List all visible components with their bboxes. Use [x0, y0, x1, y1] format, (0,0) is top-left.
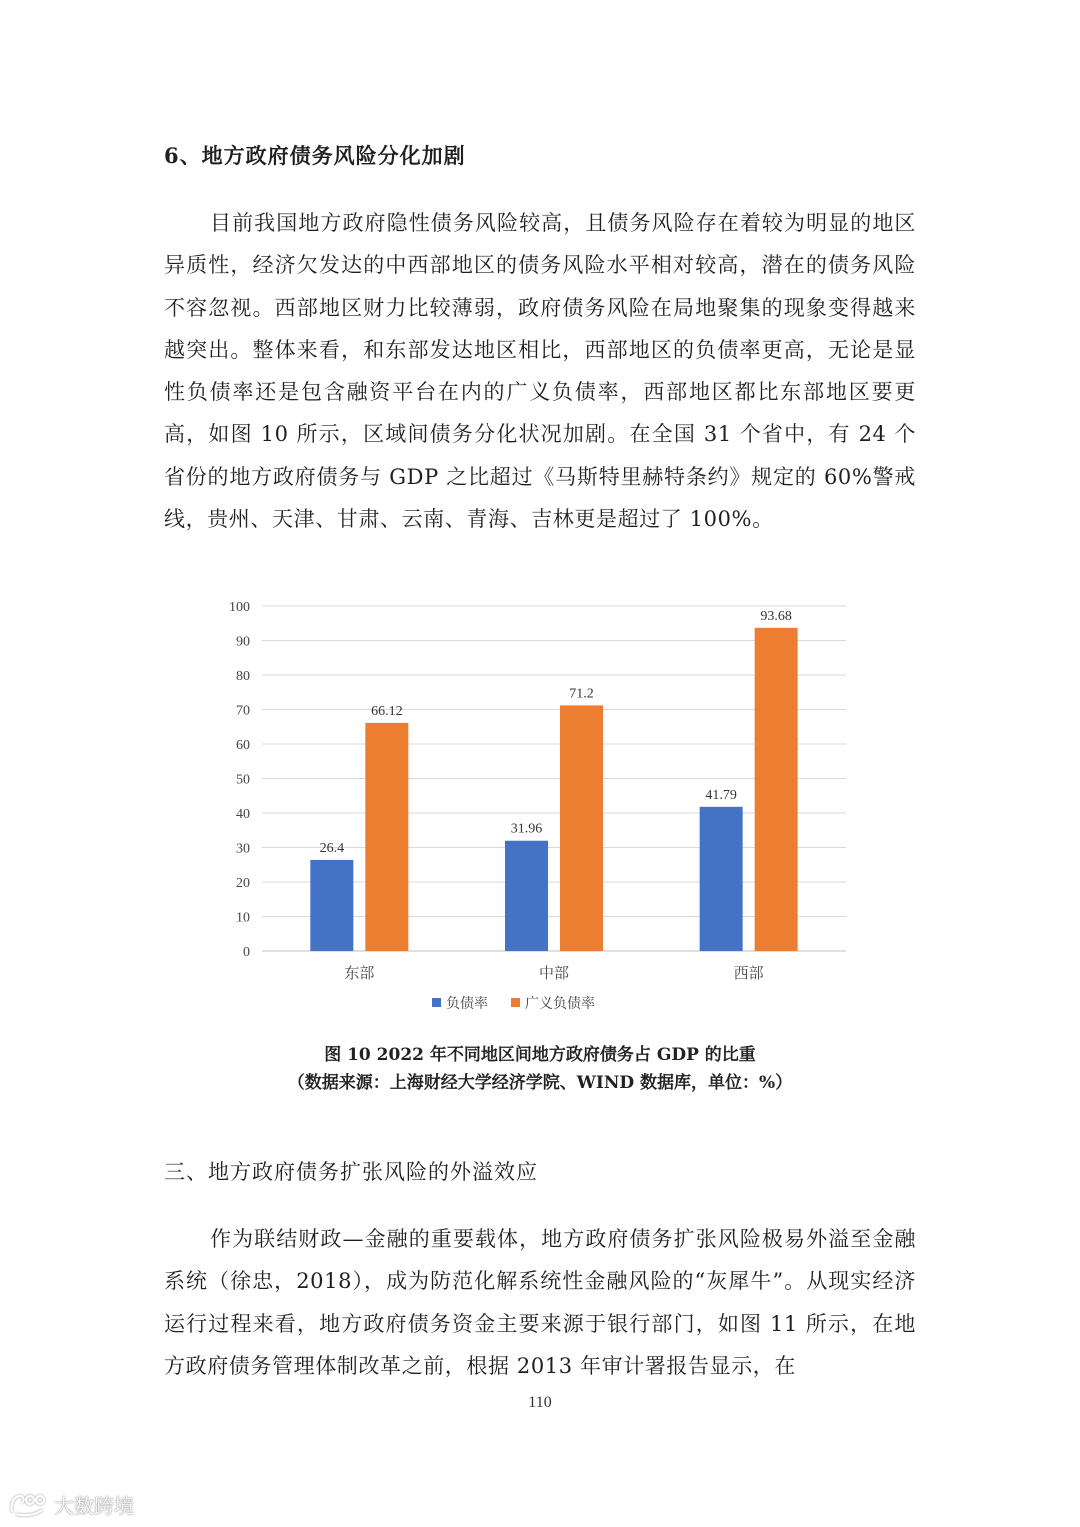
watermark-logo-icon — [8, 1490, 48, 1518]
y-tick-label: 0 — [243, 945, 250, 960]
body-paragraph-2: 作为联结财政—金融的重要载体，地方政府债务扩张风险极易外溢至金融系统（徐忠，2018），成为防范化解系统性金融风险的“灰犀牛”。从现实经济运行过程来看，地方政府债务资金主要来源于银行部门，如图 11 所示，在地方政府债务管理体制改革之前，根据 2013 年审计署报告显示，在 — [164, 1227, 916, 1378]
data-label: 66.12 — [371, 703, 403, 719]
y-tick-label: 100 — [229, 600, 250, 615]
data-label: 26.4 — [319, 840, 345, 856]
chart-legend — [432, 995, 595, 1012]
legend-label: 广义负债率 — [525, 996, 595, 1012]
y-tick-label: 50 — [236, 772, 250, 788]
y-tick-label: 10 — [236, 910, 250, 926]
x-category-label: 中部 — [538, 964, 570, 982]
bar-debt-ratio — [700, 807, 743, 951]
y-axis-ticks — [229, 600, 250, 960]
x-axis-categories — [344, 964, 763, 982]
bar-broad-debt-ratio — [365, 723, 408, 951]
y-tick-label: 40 — [236, 807, 250, 822]
y-tick-label: 80 — [236, 669, 250, 684]
bar-debt-ratio — [310, 860, 353, 951]
watermark — [8, 1488, 134, 1520]
figure-source: （数据来源：上海财经大学经济学院、WIND 数据库，单位：%） — [287, 1073, 793, 1093]
watermark-text: 大数跨境 — [54, 1493, 134, 1518]
y-tick-label: 20 — [236, 876, 250, 891]
x-category-label: 东部 — [344, 964, 375, 982]
y-tick-label: 70 — [236, 703, 250, 719]
y-tick-label: 60 — [236, 738, 250, 753]
data-label: 71.2 — [569, 686, 594, 702]
legend-label: 负债率 — [446, 996, 488, 1012]
legend-swatch — [511, 998, 520, 1007]
bar-chart — [200, 590, 880, 1030]
data-label: 31.96 — [510, 821, 543, 837]
data-label: 93.68 — [760, 608, 792, 624]
bar-broad-debt-ratio — [755, 628, 798, 951]
y-tick-label: 90 — [236, 634, 250, 650]
x-category-label: 西部 — [733, 964, 764, 982]
y-tick-label: 30 — [236, 841, 250, 857]
page-number: 110 — [528, 1394, 552, 1411]
section-heading: 6、地方政府债务风险分化加剧 — [164, 143, 466, 168]
data-label: 41.79 — [705, 787, 737, 803]
bar-debt-ratio — [505, 841, 548, 951]
section-heading-3: 三、地方政府债务扩张风险的外溢效应 — [164, 1160, 538, 1184]
bar-broad-debt-ratio — [560, 705, 603, 951]
chart-svg — [200, 590, 880, 1030]
legend-swatch — [432, 998, 441, 1007]
figure-caption: 图 10 2022 年不同地区间地方政府债务占 GDP 的比重 — [324, 1045, 756, 1065]
body-paragraph: 目前我国地方政府隐性债务风险较高，且债务风险存在着较为明显的地区异质性，经济欠发达的中西部地区的债务风险水平相对较高，潜在的债务风险不容忽视。西部地区财力比较薄弱，政府债务风险在局地聚集的现象变得越来越突出。整体来看，和东部发达地区相比，西部地区的负债率更高，无论是显性负债率还是包含融资平台在内的广义负债率，西部地区都比东部地区要更高，如图 10 所示，区域间债务分化状况加剧。在全国 31 个省中，有 24 个省份的地方政府债务与 GDP 之比超过《马斯特里赫特条约》规定的 60%警戒线，贵州、天津、甘肃、云南、青海、吉林更是超过了 100%。 — [164, 211, 916, 532]
